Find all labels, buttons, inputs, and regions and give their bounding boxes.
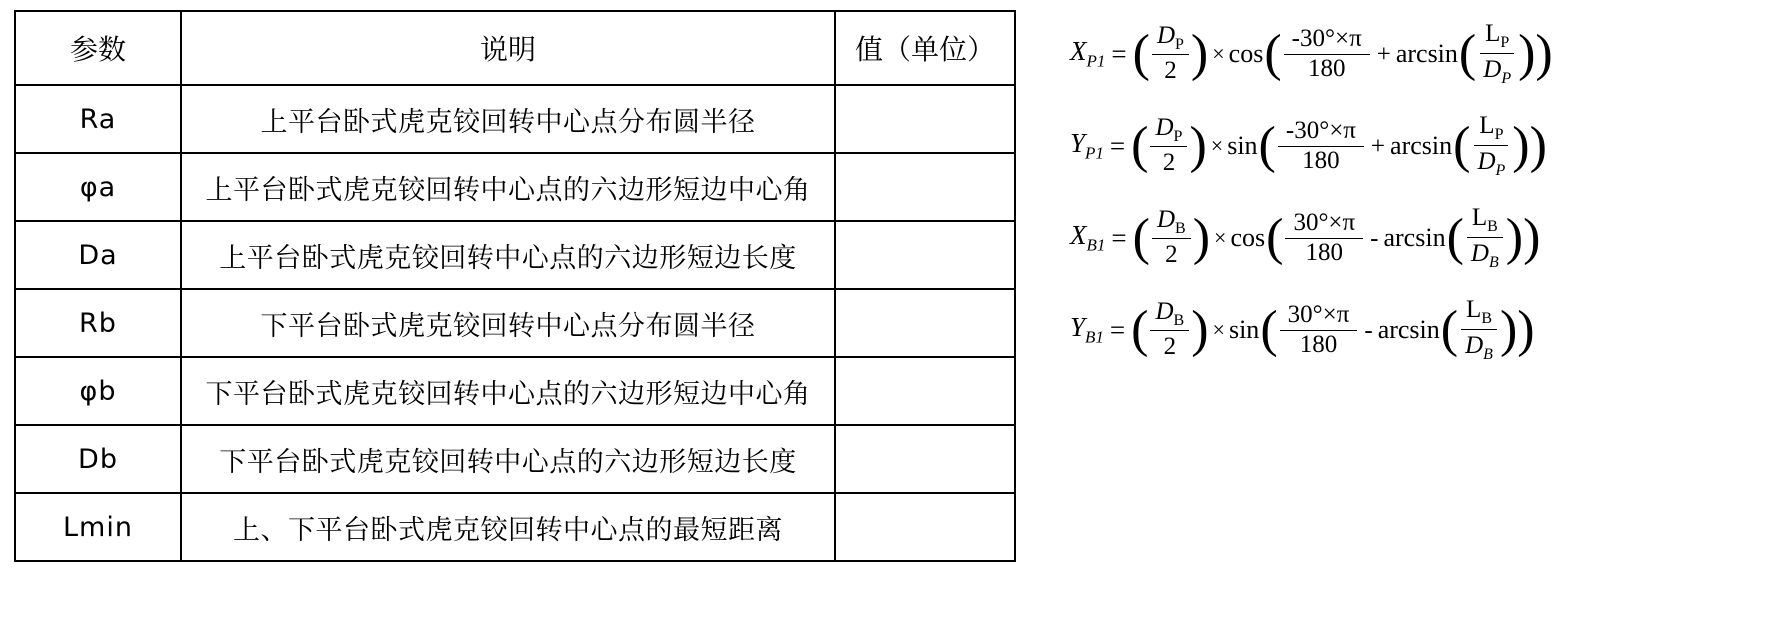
column-header-description: 说明	[181, 11, 835, 85]
table-row	[15, 153, 1015, 221]
paren-close: )	[1512, 117, 1530, 175]
cell-parameter-name: Rb	[15, 289, 181, 357]
table-row	[15, 357, 1015, 425]
fraction-angle: $\frac{-30^\circ\times\pi}{180}$	[1278, 117, 1364, 176]
fraction-diameter: $\frac{D_P}{2}$	[1150, 114, 1187, 178]
fraction-angle: $\frac{30^\circ\times\pi}{180}$	[1280, 301, 1358, 360]
fraction-diameter: $\frac{D_B}{2}$	[1150, 298, 1189, 362]
cell-parameter-name: φb	[15, 357, 181, 425]
paren-open: (	[1258, 117, 1276, 175]
operator-sign: -	[1370, 224, 1379, 252]
paren-close: )	[1499, 301, 1518, 359]
paren-close: )	[1523, 209, 1541, 267]
fraction-ratio: $\frac{L_P}{D_P}$	[1472, 112, 1510, 180]
operator-sign: +	[1376, 40, 1391, 68]
table-header-row	[15, 11, 1015, 85]
cell-value	[835, 221, 1015, 289]
function-name: cos	[1228, 39, 1264, 68]
table-row	[15, 221, 1015, 289]
paren-close: )	[1535, 25, 1553, 83]
table-header	[15, 11, 1015, 85]
formula-lhs: $X_{B1}$	[1070, 220, 1106, 255]
formula-block	[1070, 8, 1630, 376]
fraction-angle: $\frac{-30^\circ\times\pi}{180}$	[1284, 25, 1370, 84]
cell-value	[835, 85, 1015, 153]
formula-lhs: $Y_{P1}$	[1070, 128, 1104, 163]
equals-sign: =	[1109, 314, 1126, 345]
paren-close: )	[1189, 117, 1207, 175]
function-name: sin	[1228, 315, 1260, 344]
paren-open: (	[1446, 209, 1464, 267]
multiply-sign: ×	[1214, 225, 1227, 250]
paren-open: (	[1131, 117, 1149, 175]
table-row	[15, 493, 1015, 561]
operator-sign: -	[1364, 316, 1373, 344]
fraction-ratio: $\frac{L_B}{D_B}$	[1466, 204, 1504, 272]
equals-sign: =	[1111, 222, 1127, 253]
paren-close: )	[1192, 209, 1211, 267]
cell-value	[835, 425, 1015, 493]
operator-sign: +	[1370, 132, 1386, 160]
column-header-parameter: 参数	[15, 11, 181, 85]
function-name: sin	[1227, 131, 1258, 160]
cell-value	[835, 493, 1015, 561]
paren-close: )	[1517, 301, 1535, 359]
cell-parameter-name: φa	[15, 153, 181, 221]
cell-description: 上、下平台卧式虎克铰回转中心点的最短距离	[181, 493, 835, 561]
cell-parameter-name: Ra	[15, 85, 181, 153]
paren-open: (	[1260, 301, 1278, 359]
paren-close: )	[1529, 117, 1547, 175]
function-name: cos	[1230, 223, 1266, 252]
paren-open: (	[1132, 209, 1150, 267]
table-row	[15, 425, 1015, 493]
fraction-ratio: $\frac{L_P}{D_P}$	[1478, 20, 1516, 88]
cell-value	[835, 289, 1015, 357]
cell-description: 上平台卧式虎克铰回转中心点的六边形短边中心角	[181, 153, 835, 221]
paren-open: (	[1132, 25, 1150, 83]
fraction-diameter: $\frac{D_P}{2}$	[1152, 22, 1189, 86]
multiply-sign: ×	[1212, 41, 1225, 66]
column-header-value: 值（单位）	[835, 11, 1015, 85]
cell-description: 下平台卧式虎克铰回转中心点的六边形短边长度	[181, 425, 835, 493]
paren-open: (	[1458, 25, 1477, 83]
table-row	[15, 289, 1015, 357]
formula-x-b1	[1070, 192, 1630, 284]
table-body	[15, 85, 1015, 561]
function-name-arcsin: arcsin	[1383, 223, 1446, 252]
paren-open: (	[1131, 301, 1149, 359]
function-name-arcsin: arcsin	[1377, 315, 1440, 344]
paren-close: )	[1190, 25, 1209, 83]
cell-parameter-name: Db	[15, 425, 181, 493]
equals-sign: =	[1109, 130, 1126, 161]
cell-description: 上平台卧式虎克铰回转中心点分布圆半径	[181, 85, 835, 153]
function-name-arcsin: arcsin	[1395, 39, 1458, 68]
paren-close: )	[1191, 301, 1209, 359]
formula-x-p1	[1070, 8, 1630, 100]
cell-description: 下平台卧式虎克铰回转中心点分布圆半径	[181, 289, 835, 357]
cell-description: 下平台卧式虎克铰回转中心点的六边形短边中心角	[181, 357, 835, 425]
equals-sign: =	[1111, 38, 1127, 69]
fraction-ratio: $\frac{L_B}{D_B}$	[1460, 296, 1498, 364]
multiply-sign: ×	[1212, 317, 1225, 342]
cell-value	[835, 357, 1015, 425]
paren-close: )	[1518, 25, 1536, 83]
parameter-table-container	[14, 10, 1014, 562]
cell-description: 上平台卧式虎克铰回转中心点的六边形短边长度	[181, 221, 835, 289]
paren-open: (	[1440, 301, 1459, 359]
paren-close: )	[1505, 209, 1524, 267]
parameter-table	[14, 10, 1016, 562]
multiply-sign: ×	[1210, 133, 1224, 158]
table-row	[15, 85, 1015, 153]
formula-lhs: $Y_{B1}$	[1070, 312, 1104, 347]
formula-y-b1	[1070, 284, 1630, 376]
function-name-arcsin: arcsin	[1390, 131, 1453, 160]
fraction-diameter: $\frac{D_B}{2}$	[1152, 206, 1191, 270]
cell-parameter-name: Lmin	[15, 493, 181, 561]
formula-lhs: $X_{P1}$	[1070, 36, 1106, 71]
paren-open: (	[1266, 209, 1284, 267]
fraction-angle: $\frac{30^\circ\times\pi}{180}$	[1285, 209, 1363, 268]
cell-parameter-name: Da	[15, 221, 181, 289]
paren-open: (	[1264, 25, 1282, 83]
cell-value	[835, 153, 1015, 221]
formula-y-p1	[1070, 100, 1630, 192]
paren-open: (	[1453, 117, 1471, 175]
